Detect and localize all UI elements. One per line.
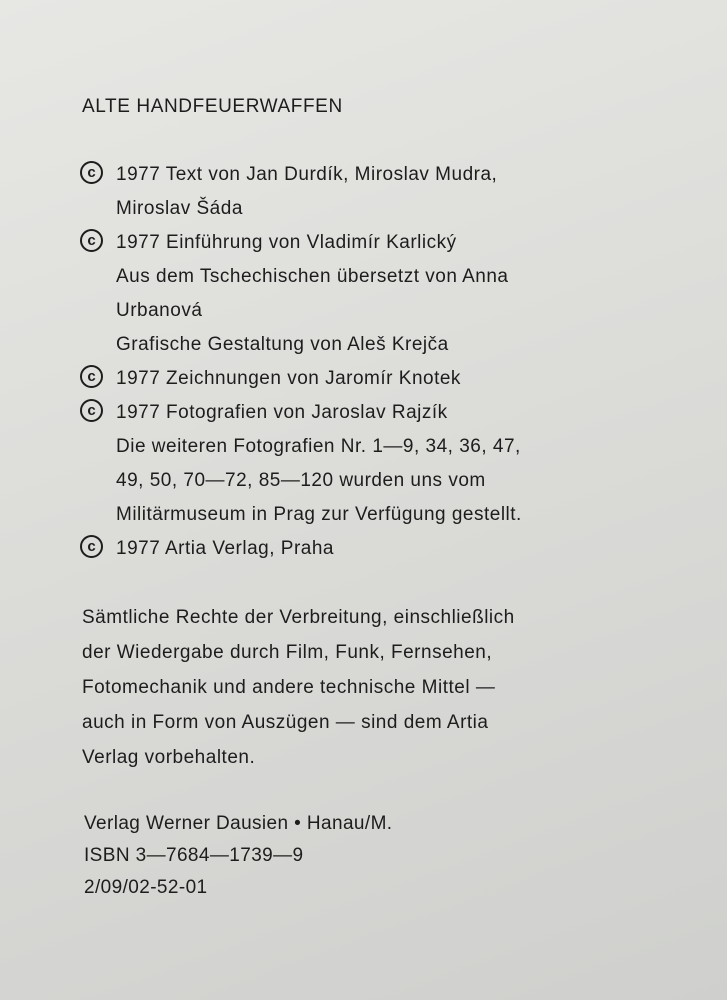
credit-line: 1977 Fotografien von Jaroslav Rajzík (116, 402, 448, 423)
credit-line: Die weiteren Fotografien Nr. 1—9, 34, 36, 47, (116, 436, 521, 457)
rights-line: auch in Form von Auszügen — sind dem Artia (82, 712, 489, 733)
credit-line: 1977 Artia Verlag, Praha (116, 538, 334, 559)
credit-publisher (80, 532, 640, 566)
copyright-icon: c (80, 365, 103, 388)
rights-line: Verlag vorbehalten. (82, 747, 256, 768)
credit-introduction (80, 226, 640, 362)
credit-line: 1977 Zeichnungen von Jaromír Knotek (116, 368, 461, 389)
credit-photographs (80, 396, 640, 532)
credit-line: Miroslav Šáda (116, 198, 243, 219)
copyright-icon: c (80, 399, 103, 422)
copyright-credits (80, 158, 640, 566)
credit-line: 49, 50, 70—72, 85—120 wurden uns vom (116, 470, 486, 491)
rights-line: Fotomechanik und andere technische Mittel — (82, 677, 496, 698)
credit-line: Aus dem Tschechischen übersetzt von Anna (116, 266, 509, 287)
credit-line: Urbanová (116, 300, 203, 321)
copyright-icon: c (80, 535, 103, 558)
rights-notice (82, 600, 642, 775)
credit-line: Grafische Gestaltung von Aleš Krejča (116, 334, 449, 355)
rights-line: der Wiedergabe durch Film, Funk, Fernsehen, (82, 642, 493, 663)
credit-drawings (80, 362, 640, 396)
publisher-line: Verlag Werner Dausien • Hanau/M. (84, 813, 393, 834)
rights-line: Sämtliche Rechte der Verbreitung, einschließlich (82, 607, 515, 628)
catalog-number: 2/09/02-52-01 (84, 877, 208, 898)
book-title: ALTE HANDFEUERWAFFEN (82, 96, 343, 117)
publisher-imprint (84, 808, 392, 904)
credit-line: 1977 Einführung von Vladimír Karlický (116, 232, 457, 253)
copyright-icon: c (80, 229, 103, 252)
credit-text (80, 158, 640, 226)
copyright-icon: c (80, 161, 103, 184)
isbn-line: ISBN 3—7684—1739—9 (84, 845, 304, 866)
credit-line: Militärmuseum in Prag zur Verfügung gestellt. (116, 504, 522, 525)
credit-line: 1977 Text von Jan Durdík, Miroslav Mudra, (116, 164, 498, 185)
